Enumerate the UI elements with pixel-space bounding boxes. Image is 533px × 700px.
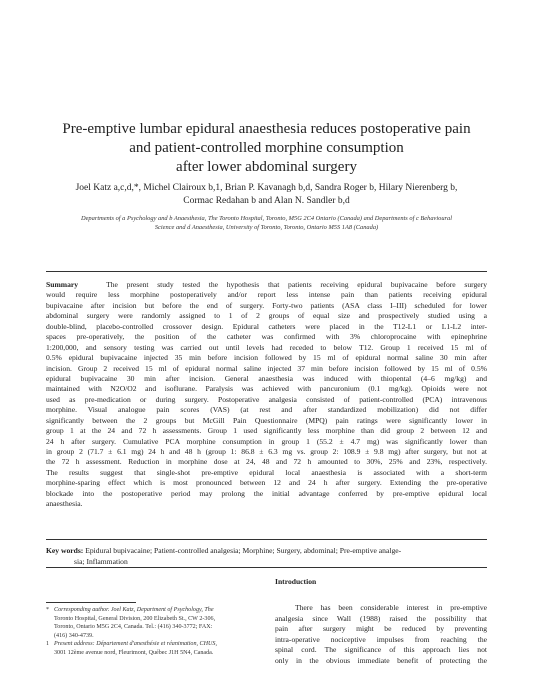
- keywords-line: [46, 546, 487, 557]
- author-list: [40, 182, 493, 208]
- summary-line: maintained with N2O/O2 and isoflurane. Paralysis was achieved with pancuronium (0.1 mg/kg). Opioids were not: [46, 384, 487, 394]
- title-line-2: and patient-controlled morphine consumption: [129, 140, 404, 156]
- summary-line: morphine-sparing effect which is most pronounced between 12 and 24 h after surgery. Extending the pre-operative: [46, 478, 487, 488]
- summary-line: anaesthesia.: [46, 499, 83, 509]
- keywords-divider: [46, 539, 487, 540]
- summary-line: double-blind, placebo-controlled crossover design. Epidural catheters were placed in the T12-L1 or L1-L2 inter-: [46, 321, 487, 331]
- footnote-line: (416) 340-4739.: [54, 632, 94, 639]
- keywords-line: sia; Inflammation: [74, 556, 128, 566]
- summary-line: Summary The present study tested the hypothesis that patients receiving epidural bupivacaine before surgery: [46, 280, 487, 289]
- summary-label: Summary: [46, 280, 79, 289]
- footnote-mark: 1: [46, 641, 50, 648]
- footnote-mark: *: [46, 607, 50, 613]
- summary-line: 0.5% epidural bupivacaine injected 35 min before incision followed by 15 ml of epidural normal saline 30 min after: [46, 353, 487, 363]
- summary-line: morphine. Visual analogue pain scores (VAS) (at rest and after standardized mobilization) did not differ: [46, 405, 487, 415]
- footnote-line: 3001 12ème avenue nord, Fleurimont, Québec J1H 5N4, Canada.: [54, 649, 214, 656]
- footnote-line: Toronto Hospital, General Division, 200 Elizabeth St., CW 2-306,: [54, 615, 216, 622]
- summary-line: group 1 at the 24 and 72 h assessments. Group 1 used significantly less morphine than did group 2 between 12 and: [46, 426, 487, 436]
- footnotes: [46, 606, 264, 658]
- footnote-line: * Corresponding author. Joel Katz, Department of Psychology, The: [46, 607, 214, 613]
- summary-line: in group 2 (71.7 ± 6.1 mg) 24 h and 48 h (group 1: 86.8 ± 6.3 mg vs. group 2: 108.9 ± 9.8 mg) after surgery, but not at: [46, 447, 487, 456]
- intro-line: There has been considerable interest in pre-emptive: [295, 603, 487, 612]
- keywords-text: Epidural bupivacaine; Patient-controlled analgesia; Morphine; Surgery, abdominal; Pre-emptive analge-: [85, 546, 402, 555]
- intro-line: spinal cord. The significance of this approach lies not: [275, 645, 487, 654]
- body-divider: [46, 567, 487, 568]
- footnote-divider: [46, 602, 136, 603]
- summary-abstract: [46, 280, 487, 510]
- affiliation-line-2: Science and d Anaesthesia, University of Toronto, Toronto, Ontario M5S 1A8 (Canada): [154, 224, 379, 231]
- summary-line: the 72 h assessment. Reduction in morphine dose at 24, 48 and 72 h amounted to 30%, 25% and 23%, respectively.: [46, 457, 487, 467]
- intro-line: only in the obvious immediate benefit of protecting the: [275, 655, 487, 665]
- intro-line: intra-operative nociceptive impulses from reaching the: [275, 634, 487, 644]
- footnote-line: Toronto, Ontario M5G 2C4, Canada. Tel.: (416) 340-3772; FAX:: [54, 624, 213, 631]
- summary-line: significantly between the 2 groups but McGill Pain Questionnaire (MPQ) pain ratings were significantly lower in: [46, 415, 487, 425]
- footnote-line: 1 Present address: Département d'anesthésie et réanimation, CHUS,: [46, 641, 217, 648]
- section-heading-introduction: Introduction: [275, 577, 317, 586]
- paper-title: [40, 120, 493, 177]
- summary-line: 24 h after surgery. Cumulative PCA morphine consumption in group 1 (55.2 ± 4.7 mg) was significantly lower than: [46, 436, 487, 446]
- affiliations: [46, 214, 487, 232]
- summary-line: abdominal surgery were randomly assigned to 1 of 2 groups of equal size and prospectively studied using a: [46, 311, 487, 321]
- summary-line: The results suggest that single-shot pre-emptive epidural local anaesthesia is associated with a short-term: [46, 467, 487, 477]
- summary-line: 1:200,000, and sensory testing was carried out until levels had receded to below T12. Group 1 received 15 ml of: [46, 342, 487, 352]
- summary-line: would require less morphine postoperatively and/or report less intense pain than patients receiving epidural: [46, 290, 487, 300]
- introduction-text: [275, 603, 487, 666]
- summary-line: blockade into the postoperative period may prolong the initial advantage conferred by pre-emptive epidural local: [46, 488, 487, 498]
- summary-line: epidural bupivacaine 30 min after incision. General anaesthesia was induced with thiopental (4–6 mg/kg) and: [46, 373, 487, 383]
- intro-line: pain after surgery might be reduced by preventing: [275, 624, 487, 633]
- intro-line: analgesia since Wall (1988) raised the possibility that: [275, 613, 487, 623]
- top-divider: [46, 271, 487, 272]
- title-line-1: Pre-emptive lumbar epidural anaesthesia reduces postoperative pain: [62, 121, 471, 137]
- affiliation-line-1: Departments of a Psychology and b Anaesthesia, The Toronto Hospital, Toronto, M5G 2C4 Ontario (Canada) and Departments of c Behavioural: [80, 215, 452, 222]
- author-line-1: Joel Katz a,c,d,*, Michel Clairoux b,1, Brian P. Kavanagh b,d, Sandra Roger b, Hilary Nierenberg b,: [75, 183, 458, 193]
- summary-line: spaces pre-operatively, the position of the catheter was confirmed with 3% chloroprocaine with epinephrine: [46, 332, 487, 342]
- summary-line: bupivacaine after incision but before the end of surgery. Forty-two patients (ASA class I–III) scheduled for lower: [46, 300, 487, 310]
- summary-line: used as pre-medication or during surgery. Postoperative analgesia consisted of patient-controlled (PCA) intravenous: [46, 394, 487, 404]
- keywords-label: Key words:: [46, 546, 84, 555]
- author-line-2: Cormac Redahan b and Alan N. Sandler b,d: [183, 196, 350, 206]
- keywords: [46, 546, 487, 567]
- title-line-3: after lower abdominal surgery: [176, 159, 357, 175]
- summary-line: incision. Group 2 received 15 ml of epidural normal saline injected 37 min before incision followed by 15 ml of 0.5%: [46, 363, 487, 373]
